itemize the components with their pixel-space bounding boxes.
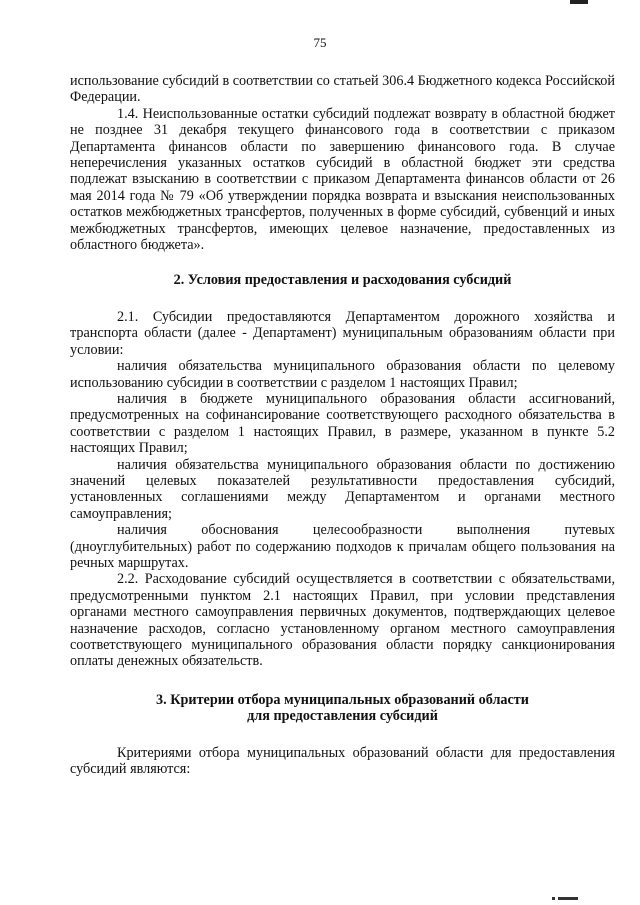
condition-item-2: наличия в бюджете муниципального образования области ассигнований, предусмотренных на софинансирование соответствующего расходного обязательства в соответствии с разделом 1 настоящих Правил, в размере, указанном в пункте 5.2 настоящих Правил; bbox=[70, 390, 615, 457]
page-number: 75 bbox=[313, 35, 327, 50]
condition-item-1: наличия обязательства муниципального образования области по целевому использованию субсидии в соответствии с разделом 1 настоящих Правил; bbox=[70, 358, 615, 391]
section-3-heading bbox=[70, 692, 615, 725]
paragraph-continuation: использование субсидий в соответствии со статьей 306.4 Бюджетного кодекса Российской Федерации. bbox=[70, 73, 615, 106]
paragraph-2-1: 2.1. Субсидии предоставляются Департаментом дорожного хозяйства и транспорта области (далее - Департамент) муниципальным образованиям области при условии: bbox=[70, 308, 615, 358]
paragraph-3-criteria: Критериями отбора муниципальных образований области для предоставления субсидий являются: bbox=[70, 744, 615, 778]
paragraph-1-4: 1.4. Неиспользованные остатки субсидий подлежат возврату в областной бюджет не позднее 31 декабря текущего финансового года в соответствии с приказом Департамента финансов области по завершению финансового года. В случае неперечисления указанных остатков субсидий в областной бюджет эти средства подлежат взысканию в соответствии с приказом Департамента финансов области от 26 мая 2014 года № 79 «Об утверждении порядка возврата и взыскания неиспользованных остатков межбюджетных трансфертов, полученных в форме субсидий, субвенций и иных межбюджетных трансфертов, имеющих целевое назначение, предоставленных из областного бюджета». bbox=[70, 105, 615, 254]
condition-item-3: наличия обязательства муниципального образования области по достижению значений целевых показателей результативности предоставления субсидий, установленных соглашениями между Департаментом и органами местного самоуправления; bbox=[70, 456, 615, 522]
scan-mark-top bbox=[570, 0, 588, 4]
scan-mark-bottom bbox=[558, 897, 578, 900]
condition-item-4: наличия обоснования целесообразности выполнения путевых (дноуглубительных) работ по содержанию подходов к причалам общего пользования на речных маршрутах. bbox=[70, 522, 615, 571]
paragraph-2-2: 2.2. Расходование субсидий осуществляется в соответствии с обязательствами, предусмотренными пунктом 2.1 настоящих Правил, при условии представления органами местного самоуправления первичных документов, подтверждающих целевое назначение расходов, согласно установленному органом местного самоуправления соответствующего муниципального образования области порядку санкционирования оплаты денежных обязательств. bbox=[70, 571, 615, 670]
section-3-heading-line-1: 3. Критерии отбора муниципальных образований области bbox=[156, 691, 529, 708]
section-2-heading: 2. Условия предоставления и расходования субсидий bbox=[173, 272, 512, 289]
document-body bbox=[70, 73, 615, 777]
section-3-heading-line-2: для предоставления субсидий bbox=[247, 708, 438, 725]
